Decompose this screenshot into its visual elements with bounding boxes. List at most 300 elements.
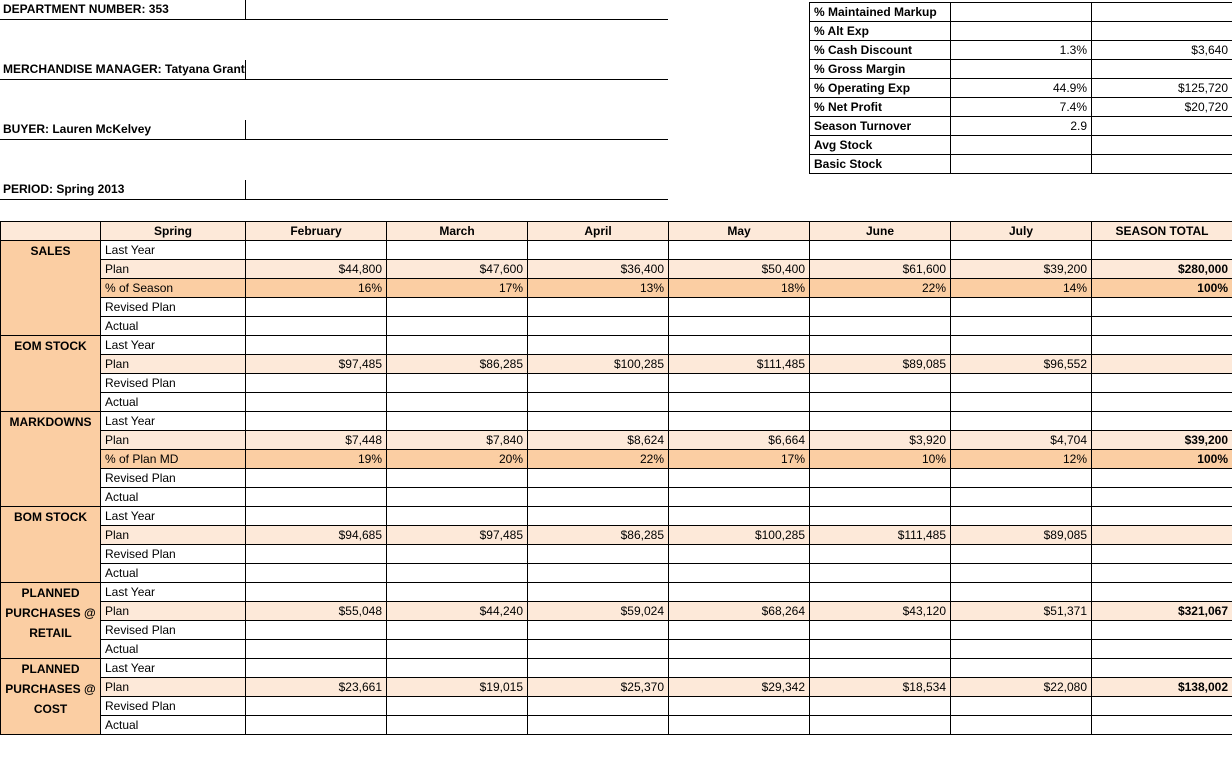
cell-border-divider — [245, 60, 246, 80]
plan-month-value-cell[interactable] — [669, 697, 810, 716]
buyer-label: BUYER: Lauren McKelvey — [3, 122, 152, 136]
plan-month-value-cell[interactable]: 10% — [810, 450, 951, 469]
period-cell[interactable] — [0, 180, 668, 200]
plan-season-total-cell[interactable] — [1092, 469, 1232, 488]
plan-month-value-cell[interactable] — [246, 412, 387, 431]
summary-amount-cell[interactable] — [1092, 3, 1232, 22]
plan-month-value-cell[interactable]: $97,485 — [387, 526, 528, 545]
plan-row-label-cell[interactable]: Actual — [101, 317, 246, 336]
plan-month-value-cell[interactable]: $36,400 — [528, 260, 669, 279]
plan-month-value-cell[interactable] — [669, 412, 810, 431]
plan-header-cell[interactable]: May — [669, 222, 810, 241]
plan-month-value-cell[interactable] — [246, 564, 387, 583]
plan-month-value-cell[interactable] — [810, 393, 951, 412]
plan-month-value-cell[interactable] — [810, 697, 951, 716]
plan-month-value-cell[interactable] — [669, 317, 810, 336]
plan-month-value-cell[interactable]: 22% — [810, 279, 951, 298]
plan-month-value-cell[interactable]: 22% — [528, 450, 669, 469]
plan-season-total-cell[interactable] — [1092, 640, 1232, 659]
plan-row — [1, 697, 1232, 716]
plan-month-value-cell[interactable] — [810, 640, 951, 659]
plan-month-value-cell[interactable]: $97,485 — [246, 355, 387, 374]
plan-month-value-cell[interactable]: $6,664 — [669, 431, 810, 450]
plan-row-label-cell[interactable]: Last Year — [101, 412, 246, 431]
plan-month-value-cell[interactable] — [951, 507, 1092, 526]
summary-row — [810, 136, 1232, 155]
plan-month-value-cell[interactable] — [810, 241, 951, 260]
cell-border-divider — [245, 120, 246, 140]
plan-month-value-cell[interactable]: $23,661 — [246, 678, 387, 697]
plan-month-value-cell[interactable] — [528, 393, 669, 412]
plan-month-value-cell[interactable]: $55,048 — [246, 602, 387, 621]
plan-season-total-cell[interactable] — [1092, 393, 1232, 412]
plan-row — [1, 545, 1232, 564]
plan-month-value-cell[interactable]: $86,285 — [387, 355, 528, 374]
plan-month-value-cell[interactable]: $7,448 — [246, 431, 387, 450]
plan-season-total-cell[interactable] — [1092, 507, 1232, 526]
period-label: PERIOD: Spring 2013 — [3, 182, 125, 196]
plan-month-value-cell[interactable] — [387, 545, 528, 564]
plan-month-value-cell[interactable]: $39,200 — [951, 260, 1092, 279]
plan-month-value-cell[interactable] — [528, 412, 669, 431]
plan-row-label-cell[interactable]: Last Year — [101, 583, 246, 602]
plan-month-value-cell[interactable] — [246, 488, 387, 507]
plan-row-label-cell[interactable]: Last Year — [101, 241, 246, 260]
plan-month-value-cell[interactable] — [528, 317, 669, 336]
summary-row — [810, 60, 1232, 79]
plan-month-value-cell[interactable] — [528, 697, 669, 716]
plan-row — [1, 241, 1232, 260]
plan-row — [1, 488, 1232, 507]
summary-row — [810, 79, 1232, 98]
plan-month-value-cell[interactable] — [951, 697, 1092, 716]
plan-month-value-cell[interactable] — [387, 507, 528, 526]
plan-row-label-cell[interactable]: Last Year — [101, 659, 246, 678]
plan-month-value-cell[interactable] — [246, 336, 387, 355]
plan-season-total-cell[interactable]: $138,002 — [1092, 678, 1232, 697]
cell-border-divider — [245, 180, 246, 200]
summary-row — [810, 22, 1232, 41]
plan-month-value-cell[interactable] — [951, 659, 1092, 678]
plan-month-value-cell[interactable] — [387, 374, 528, 393]
plan-month-value-cell[interactable]: $44,800 — [246, 260, 387, 279]
summary-amount-cell[interactable] — [1092, 136, 1232, 155]
buyer-cell[interactable] — [0, 120, 668, 140]
plan-month-value-cell[interactable] — [528, 564, 669, 583]
plan-month-value-cell[interactable] — [951, 412, 1092, 431]
plan-row — [1, 317, 1232, 336]
plan-row-label-cell[interactable]: Actual — [101, 716, 246, 735]
plan-category-cell[interactable]: BOM STOCK — [1, 507, 101, 583]
plan-month-value-cell[interactable]: $94,685 — [246, 526, 387, 545]
plan-category-cell[interactable]: PLANNED PURCHASES @ COST — [1, 659, 101, 735]
plan-month-value-cell[interactable] — [387, 393, 528, 412]
plan-header-corner-cell[interactable] — [1, 222, 101, 241]
plan-month-value-cell[interactable] — [246, 374, 387, 393]
plan-month-value-cell[interactable] — [951, 545, 1092, 564]
plan-month-value-cell[interactable]: $18,534 — [810, 678, 951, 697]
plan-month-value-cell[interactable]: 20% — [387, 450, 528, 469]
plan-season-total-cell[interactable] — [1092, 488, 1232, 507]
plan-table-header-row — [1, 222, 1232, 241]
merchandise-manager-cell[interactable] — [0, 60, 668, 80]
summary-percent-cell[interactable] — [951, 3, 1092, 22]
plan-row-label-cell[interactable]: Plan — [101, 602, 246, 621]
plan-season-total-cell[interactable] — [1092, 659, 1232, 678]
plan-row — [1, 412, 1232, 431]
plan-row-label-cell[interactable]: % of Plan MD — [101, 450, 246, 469]
plan-row-label-cell[interactable]: Actual — [101, 564, 246, 583]
plan-month-value-cell[interactable]: 17% — [387, 279, 528, 298]
plan-row — [1, 260, 1232, 279]
plan-month-value-cell[interactable] — [528, 469, 669, 488]
summary-row — [810, 117, 1232, 136]
plan-season-total-cell[interactable]: 100% — [1092, 450, 1232, 469]
summary-amount-cell[interactable] — [1092, 60, 1232, 79]
plan-month-value-cell[interactable] — [669, 298, 810, 317]
summary-percent-cell[interactable] — [951, 60, 1092, 79]
plan-month-value-cell[interactable] — [810, 336, 951, 355]
plan-row-label-cell[interactable]: Revised Plan — [101, 697, 246, 716]
summary-amount-cell[interactable]: $125,720 — [1092, 79, 1232, 98]
plan-month-value-cell[interactable] — [528, 640, 669, 659]
plan-season-total-cell[interactable] — [1092, 336, 1232, 355]
plan-row-label-cell[interactable]: Plan — [101, 678, 246, 697]
summary-percent-cell[interactable]: 44.9% — [951, 79, 1092, 98]
summary-amount-cell[interactable]: $3,640 — [1092, 41, 1232, 60]
plan-month-value-cell[interactable] — [528, 298, 669, 317]
plan-month-value-cell[interactable] — [810, 488, 951, 507]
plan-header-cell[interactable]: April — [528, 222, 669, 241]
plan-season-total-cell[interactable] — [1092, 621, 1232, 640]
plan-season-total-cell[interactable]: 100% — [1092, 279, 1232, 298]
profit-summary-body — [810, 3, 1232, 174]
plan-season-total-cell[interactable] — [1092, 526, 1232, 545]
plan-season-total-cell[interactable]: $321,067 — [1092, 602, 1232, 621]
plan-month-value-cell[interactable] — [246, 317, 387, 336]
plan-month-value-cell[interactable] — [810, 469, 951, 488]
plan-category-cell[interactable]: MARKDOWNS — [1, 412, 101, 507]
plan-month-value-cell[interactable] — [528, 241, 669, 260]
plan-row-label-cell[interactable]: Last Year — [101, 507, 246, 526]
plan-month-value-cell[interactable] — [528, 583, 669, 602]
plan-row — [1, 374, 1232, 393]
plan-month-value-cell[interactable] — [528, 716, 669, 735]
cell-border-divider — [245, 0, 246, 20]
plan-month-value-cell[interactable] — [387, 317, 528, 336]
plan-month-value-cell[interactable] — [246, 583, 387, 602]
plan-header-cell[interactable]: Spring — [101, 222, 246, 241]
plan-month-value-cell[interactable]: $47,600 — [387, 260, 528, 279]
plan-month-value-cell[interactable]: 14% — [951, 279, 1092, 298]
plan-month-value-cell[interactable] — [387, 640, 528, 659]
plan-category-cell[interactable]: PLANNED PURCHASES @ RETAIL — [1, 583, 101, 659]
plan-month-value-cell[interactable]: 17% — [669, 450, 810, 469]
plan-month-value-cell[interactable] — [669, 583, 810, 602]
summary-percent-cell[interactable]: 2.9 — [951, 117, 1092, 136]
plan-month-value-cell[interactable]: $7,840 — [387, 431, 528, 450]
plan-month-value-cell[interactable] — [810, 507, 951, 526]
plan-month-value-cell[interactable]: $22,080 — [951, 678, 1092, 697]
plan-row — [1, 678, 1232, 697]
monthly-plan-table — [0, 221, 1232, 735]
plan-month-value-cell[interactable] — [387, 564, 528, 583]
plan-month-value-cell[interactable] — [387, 488, 528, 507]
plan-month-value-cell[interactable]: 18% — [669, 279, 810, 298]
plan-month-value-cell[interactable] — [387, 621, 528, 640]
plan-header-cell[interactable]: June — [810, 222, 951, 241]
plan-month-value-cell[interactable] — [669, 507, 810, 526]
plan-month-value-cell[interactable]: $89,085 — [951, 526, 1092, 545]
plan-month-value-cell[interactable] — [810, 298, 951, 317]
plan-month-value-cell[interactable]: $25,370 — [528, 678, 669, 697]
plan-month-value-cell[interactable] — [246, 621, 387, 640]
summary-row — [810, 98, 1232, 117]
plan-month-value-cell[interactable] — [246, 393, 387, 412]
summary-label-cell[interactable]: Season Turnover — [810, 117, 951, 136]
plan-month-value-cell[interactable] — [669, 716, 810, 735]
profit-summary-table — [809, 2, 1232, 174]
plan-month-value-cell[interactable]: $4,704 — [951, 431, 1092, 450]
plan-season-total-cell[interactable] — [1092, 716, 1232, 735]
department-number-cell[interactable] — [0, 0, 668, 20]
plan-row — [1, 450, 1232, 469]
plan-month-value-cell[interactable] — [810, 716, 951, 735]
plan-month-value-cell[interactable]: $3,920 — [810, 431, 951, 450]
plan-row — [1, 640, 1232, 659]
plan-month-value-cell[interactable]: $59,024 — [528, 602, 669, 621]
plan-month-value-cell[interactable] — [951, 374, 1092, 393]
plan-month-value-cell[interactable]: $51,371 — [951, 602, 1092, 621]
plan-month-value-cell[interactable]: $50,400 — [669, 260, 810, 279]
plan-row — [1, 469, 1232, 488]
plan-row-label-cell[interactable]: Plan — [101, 260, 246, 279]
plan-month-value-cell[interactable] — [951, 393, 1092, 412]
plan-month-value-cell[interactable] — [810, 564, 951, 583]
plan-month-value-cell[interactable] — [387, 583, 528, 602]
summary-amount-cell[interactable] — [1092, 117, 1232, 136]
plan-month-value-cell[interactable] — [246, 545, 387, 564]
plan-month-value-cell[interactable] — [387, 716, 528, 735]
plan-month-value-cell[interactable] — [528, 374, 669, 393]
plan-month-value-cell[interactable] — [246, 659, 387, 678]
plan-month-value-cell[interactable] — [669, 659, 810, 678]
plan-header-area — [0, 0, 1232, 221]
plan-row-label-cell[interactable]: Plan — [101, 355, 246, 374]
plan-month-value-cell[interactable] — [669, 393, 810, 412]
plan-month-value-cell[interactable]: $89,085 — [810, 355, 951, 374]
plan-month-value-cell[interactable] — [951, 564, 1092, 583]
plan-month-value-cell[interactable] — [246, 507, 387, 526]
plan-season-total-cell[interactable] — [1092, 241, 1232, 260]
summary-label-cell[interactable]: % Operating Exp — [810, 79, 951, 98]
plan-month-value-cell[interactable] — [387, 659, 528, 678]
plan-season-total-cell[interactable] — [1092, 412, 1232, 431]
plan-row — [1, 431, 1232, 450]
plan-month-value-cell[interactable]: 12% — [951, 450, 1092, 469]
summary-row — [810, 155, 1232, 174]
plan-month-value-cell[interactable] — [528, 621, 669, 640]
plan-row-label-cell[interactable]: Revised Plan — [101, 298, 246, 317]
plan-month-value-cell[interactable] — [810, 583, 951, 602]
summary-label-cell[interactable]: % Cash Discount — [810, 41, 951, 60]
plan-season-total-cell[interactable] — [1092, 355, 1232, 374]
plan-month-value-cell[interactable] — [951, 488, 1092, 507]
plan-row-label-cell[interactable]: Revised Plan — [101, 469, 246, 488]
plan-month-value-cell[interactable] — [951, 317, 1092, 336]
summary-label-cell[interactable]: Avg Stock — [810, 136, 951, 155]
plan-row-label-cell[interactable]: Plan — [101, 431, 246, 450]
plan-row — [1, 602, 1232, 621]
plan-month-value-cell[interactable] — [669, 469, 810, 488]
summary-label-cell[interactable]: Basic Stock — [810, 155, 951, 174]
plan-season-total-cell[interactable] — [1092, 545, 1232, 564]
plan-month-value-cell[interactable] — [951, 336, 1092, 355]
plan-season-total-cell[interactable]: $39,200 — [1092, 431, 1232, 450]
plan-row-label-cell[interactable]: Plan — [101, 526, 246, 545]
plan-month-value-cell[interactable]: $29,342 — [669, 678, 810, 697]
plan-month-value-cell[interactable]: 13% — [528, 279, 669, 298]
summary-row — [810, 3, 1232, 22]
department-number-label: DEPARTMENT NUMBER: 353 — [3, 2, 169, 16]
plan-month-value-cell[interactable] — [246, 697, 387, 716]
plan-month-value-cell[interactable] — [810, 317, 951, 336]
summary-label-cell[interactable]: % Alt Exp — [810, 22, 951, 41]
plan-month-value-cell[interactable] — [810, 621, 951, 640]
plan-row-label-cell[interactable]: % of Season — [101, 279, 246, 298]
plan-month-value-cell[interactable] — [528, 659, 669, 678]
plan-season-total-cell[interactable]: $280,000 — [1092, 260, 1232, 279]
plan-month-value-cell[interactable] — [387, 298, 528, 317]
plan-month-value-cell[interactable] — [669, 545, 810, 564]
plan-month-value-cell[interactable]: 16% — [246, 279, 387, 298]
plan-category-cell[interactable]: EOM STOCK — [1, 336, 101, 412]
summary-amount-cell[interactable]: $20,720 — [1092, 98, 1232, 117]
plan-month-value-cell[interactable]: $96,552 — [951, 355, 1092, 374]
plan-row-label-cell[interactable]: Revised Plan — [101, 374, 246, 393]
summary-amount-cell[interactable] — [1092, 22, 1232, 41]
plan-month-value-cell[interactable]: $19,015 — [387, 678, 528, 697]
plan-category-cell[interactable]: SALES — [1, 241, 101, 336]
plan-month-value-cell[interactable] — [246, 640, 387, 659]
plan-month-value-cell[interactable] — [951, 241, 1092, 260]
plan-row-label-cell[interactable]: Actual — [101, 640, 246, 659]
summary-percent-cell[interactable] — [951, 22, 1092, 41]
plan-row-label-cell[interactable]: Revised Plan — [101, 621, 246, 640]
summary-amount-cell[interactable] — [1092, 155, 1232, 174]
summary-percent-cell[interactable] — [951, 136, 1092, 155]
plan-month-value-cell[interactable]: $61,600 — [810, 260, 951, 279]
plan-month-value-cell[interactable]: $111,485 — [810, 526, 951, 545]
summary-label-cell[interactable]: % Net Profit — [810, 98, 951, 117]
plan-month-value-cell[interactable] — [669, 241, 810, 260]
plan-month-value-cell[interactable] — [528, 336, 669, 355]
plan-row — [1, 507, 1232, 526]
plan-season-total-cell[interactable] — [1092, 298, 1232, 317]
plan-header-cell[interactable]: February — [246, 222, 387, 241]
plan-row — [1, 298, 1232, 317]
plan-month-value-cell[interactable] — [951, 583, 1092, 602]
summary-row — [810, 41, 1232, 60]
plan-month-value-cell[interactable] — [669, 336, 810, 355]
plan-month-value-cell[interactable] — [528, 507, 669, 526]
plan-month-value-cell[interactable] — [387, 469, 528, 488]
plan-month-value-cell[interactable] — [810, 412, 951, 431]
plan-month-value-cell[interactable] — [669, 621, 810, 640]
summary-percent-cell[interactable] — [951, 155, 1092, 174]
plan-month-value-cell[interactable] — [810, 545, 951, 564]
plan-month-value-cell[interactable]: $43,120 — [810, 602, 951, 621]
plan-month-value-cell[interactable]: $111,485 — [669, 355, 810, 374]
plan-month-value-cell[interactable] — [810, 659, 951, 678]
plan-row — [1, 621, 1232, 640]
plan-month-value-cell[interactable]: $100,285 — [669, 526, 810, 545]
plan-month-value-cell[interactable] — [951, 640, 1092, 659]
plan-month-value-cell[interactable]: $100,285 — [528, 355, 669, 374]
plan-row — [1, 393, 1232, 412]
plan-row-label-cell[interactable]: Last Year — [101, 336, 246, 355]
plan-season-total-cell[interactable] — [1092, 374, 1232, 393]
plan-table-body — [1, 241, 1232, 735]
plan-month-value-cell[interactable] — [669, 374, 810, 393]
plan-month-value-cell[interactable] — [669, 488, 810, 507]
plan-month-value-cell[interactable] — [951, 298, 1092, 317]
plan-header-cell[interactable]: March — [387, 222, 528, 241]
plan-month-value-cell[interactable] — [669, 564, 810, 583]
summary-label-cell[interactable]: % Maintained Markup — [810, 3, 951, 22]
plan-row-label-cell[interactable]: Actual — [101, 393, 246, 412]
plan-month-value-cell[interactable]: $44,240 — [387, 602, 528, 621]
plan-month-value-cell[interactable]: 19% — [246, 450, 387, 469]
plan-month-value-cell[interactable] — [387, 697, 528, 716]
plan-season-total-cell[interactable] — [1092, 317, 1232, 336]
plan-season-total-cell[interactable] — [1092, 564, 1232, 583]
plan-header-cell[interactable]: July — [951, 222, 1092, 241]
plan-row — [1, 336, 1232, 355]
plan-season-total-cell[interactable] — [1092, 583, 1232, 602]
plan-month-value-cell[interactable] — [528, 545, 669, 564]
summary-percent-cell[interactable]: 1.3% — [951, 41, 1092, 60]
plan-month-value-cell[interactable] — [246, 241, 387, 260]
plan-month-value-cell[interactable] — [387, 336, 528, 355]
plan-row — [1, 564, 1232, 583]
plan-month-value-cell[interactable] — [246, 298, 387, 317]
plan-month-value-cell[interactable] — [810, 374, 951, 393]
merchandise-manager-label: MERCHANDISE MANAGER: Tatyana Grant — [3, 62, 245, 76]
plan-month-value-cell[interactable] — [951, 716, 1092, 735]
plan-row — [1, 716, 1232, 735]
plan-month-value-cell[interactable] — [528, 488, 669, 507]
plan-month-value-cell[interactable] — [951, 469, 1092, 488]
plan-month-value-cell[interactable] — [669, 640, 810, 659]
plan-month-value-cell[interactable] — [387, 241, 528, 260]
plan-month-value-cell[interactable] — [387, 412, 528, 431]
plan-month-value-cell[interactable]: $86,285 — [528, 526, 669, 545]
plan-row-label-cell[interactable]: Revised Plan — [101, 545, 246, 564]
plan-month-value-cell[interactable]: $8,624 — [528, 431, 669, 450]
plan-month-value-cell[interactable]: $68,264 — [669, 602, 810, 621]
plan-month-value-cell[interactable] — [951, 621, 1092, 640]
plan-month-value-cell[interactable] — [246, 469, 387, 488]
summary-label-cell[interactable]: % Gross Margin — [810, 60, 951, 79]
plan-row — [1, 355, 1232, 374]
plan-month-value-cell[interactable] — [246, 716, 387, 735]
summary-percent-cell[interactable]: 7.4% — [951, 98, 1092, 117]
plan-header-cell[interactable]: SEASON TOTAL — [1092, 222, 1232, 241]
plan-row-label-cell[interactable]: Actual — [101, 488, 246, 507]
plan-season-total-cell[interactable] — [1092, 697, 1232, 716]
plan-row — [1, 526, 1232, 545]
